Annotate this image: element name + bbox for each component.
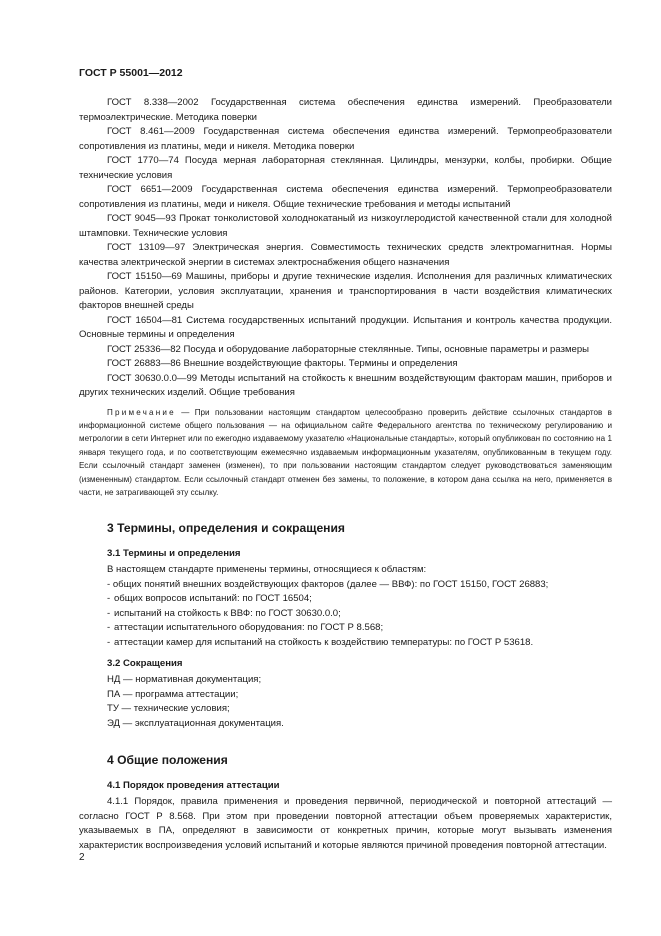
page-number: 2 <box>79 852 85 863</box>
subsection-4-1-heading: 4.1 Порядок проведения аттестации <box>107 780 280 792</box>
subsection-3-2-heading: 3.2 Сокращения <box>107 658 183 670</box>
reference-item: ГОСТ 1770—74 Посуда мерная лабораторная стеклянная. Цилиндры, мензурки, колбы, пробирки. Общие технические условия <box>79 155 612 181</box>
note-paragraph <box>79 406 612 500</box>
reference-item: ГОСТ 15150—69 Машины, приборы и другие технические изделия. Исполнения для различных климатических районов. Категории, условия эксплуатации, хранения и транспортирования в части воздействия климатических факторов внешней среды <box>79 271 612 311</box>
terms-list-item: - аттестации камер для испытаний на стойкость к воздействию температуры: по ГОСТ Р 53618. <box>107 636 534 648</box>
abbreviation-item: НД — нормативная документация; <box>107 674 262 686</box>
terms-list-item: - испытаний на стойкость к ВВФ: по ГОСТ 30630.0.0; <box>107 607 341 619</box>
reference-item: ГОСТ 9045—93 Прокат тонколистовой холоднокатаный из низкоуглеродистой качественной стали для холодной штамповки. Технические условия <box>79 213 612 239</box>
clause-4-1-1: 4.1.1 Порядок, правила применения и проведения первичной, периодической и повторной аттестаций — согласно ГОСТ Р 8.568. При этом при проведении повторной аттестации объем проверяемых характеристик, указываемых в ПА, определяют в зависимости от конкретных причин, которые могут вызывать изменения характеристик воспроизведения условий испытаний и которые являются причиной проведения повторной аттестации. <box>79 796 612 851</box>
reference-item: ГОСТ 8.338—2002 Государственная система обеспечения единства измерений. Преобразователи термоэлектрические. Методика поверки <box>79 97 612 123</box>
abbreviation-item: ЭД — эксплуатационная документация. <box>107 717 284 729</box>
abbreviation-item: ТУ — технические условия; <box>107 703 230 715</box>
reference-item: ГОСТ 30630.0.0—99 Методы испытаний на стойкость к внешним воздействующим факторам машин, приборов и других технических изделий. Общие требования <box>79 372 612 398</box>
terms-list-item: - общих понятий внешних воздействующих факторов (далее — ВВФ): по ГОСТ 15150, ГОСТ 26883; <box>107 578 549 590</box>
terms-list-item: - аттестации испытательного оборудования: по ГОСТ Р 8.568; <box>107 622 384 634</box>
reference-item: ГОСТ 26883—86 Внешние воздействующие факторы. Термины и определения <box>107 358 458 369</box>
reference-item: ГОСТ 8.461—2009 Государственная система обеспечения единства измерений. Термопреобразователи сопротивления из платины, меди и никеля. Методика поверки <box>79 126 612 152</box>
document-body <box>79 96 612 853</box>
reference-item: ГОСТ 6651—2009 Государственная система обеспечения единства измерений. Термопреобразователи сопротивления из платины, меди и никеля. Общие технические требования и методы испытаний <box>79 184 612 210</box>
abbreviation-item: ПА — программа аттестации; <box>107 688 239 700</box>
reference-item: ГОСТ 25336—82 Посуда и оборудование лабораторные стеклянные. Типы, основные параметры и размеры <box>107 343 589 355</box>
note-text: — При пользовании настоящим стандартом целесообразно проверить действие ссылочных стандартов в информационной системе общего пользования — на официальном сайте Федерального агентства по техническому регулированию и метрологии в сети Интернет или по ежегодно издаваемому указателю «Национальные стандарты», который опубликован по состоянию на 1 января текущего года, и по соответствующим ежемесячно издаваемым информационным указателям, опубликованным в текущем году. Если ссылочный стандарт заменен (изменен), то при пользовании настоящим стандартом следует руководствоваться заменяющим (измененным) стандартом. Если ссылочный стандарт отменен без замены, то положение, в котором дана ссылка на него, применяется в части, не затрагивающей эту ссылку. <box>79 407 612 497</box>
note-label: Примечание <box>107 407 176 417</box>
terms-list-item: - общих вопросов испытаний: по ГОСТ 16504; <box>107 593 312 605</box>
section-3-heading: 3 Термины, определения и сокращения <box>107 521 345 536</box>
running-header: ГОСТ Р 55001—2012 <box>79 67 183 79</box>
subsection-3-1-heading: 3.1 Термины и определения <box>107 548 241 560</box>
reference-item: ГОСТ 13109—97 Электрическая энергия. Совместимость технических средств электромагнитная. Нормы качества электрической энергии в системах электроснабжения общего назначения <box>79 242 612 268</box>
reference-item: ГОСТ 16504—81 Система государственных испытаний продукции. Испытания и контроль качества продукции. Основные термины и определения <box>79 314 612 340</box>
section-4-heading: 4 Общие положения <box>107 753 228 768</box>
terms-intro: В настоящем стандарте применены термины, относящиеся к областям: <box>107 564 427 576</box>
